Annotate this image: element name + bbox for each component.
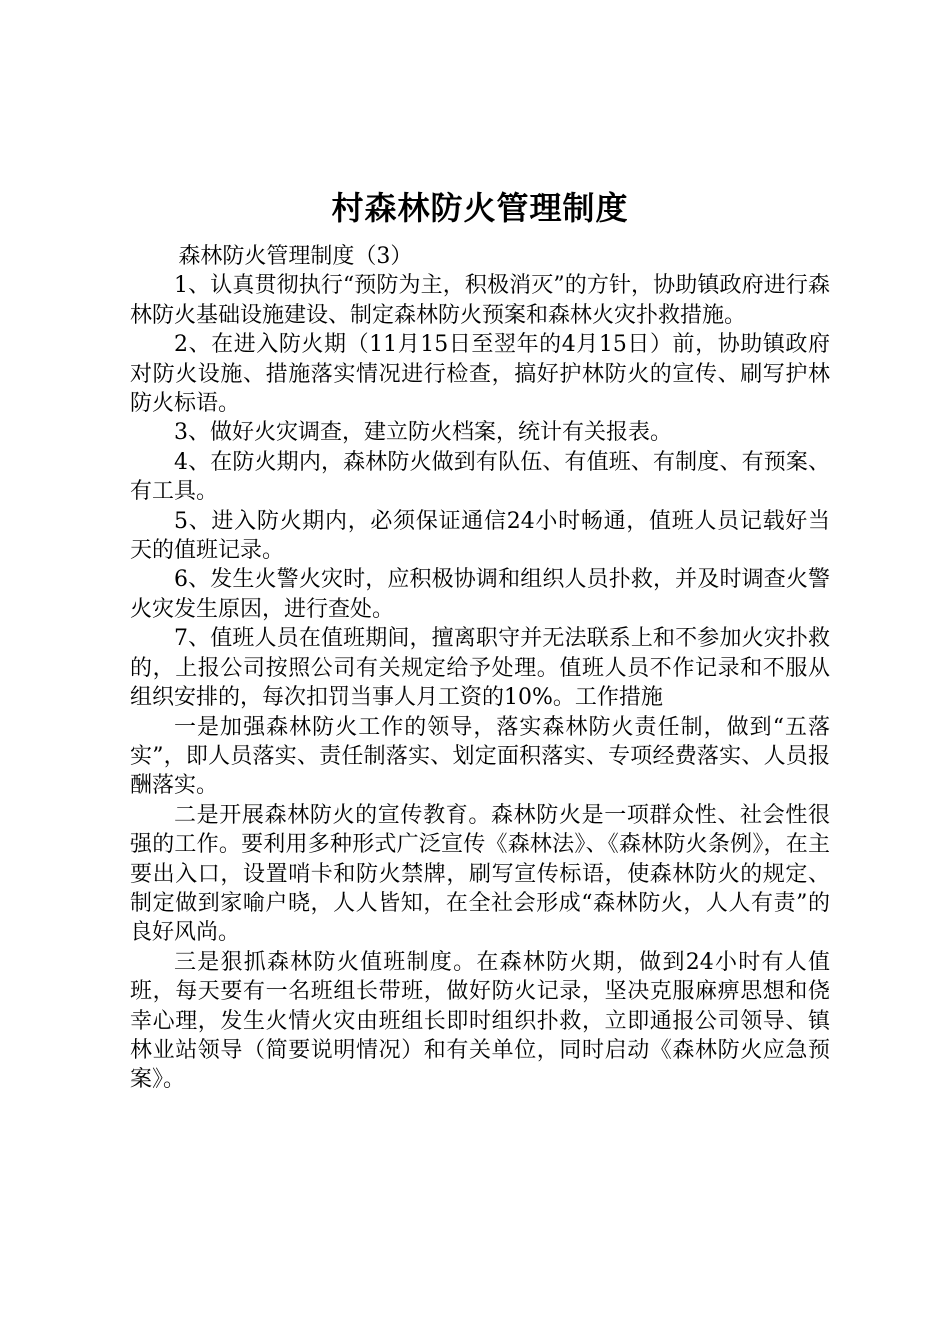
document-page (130, 182, 830, 1095)
document-title: 村森林防火管理制度 (331, 189, 629, 227)
paragraph-measure-3: 三是狠抓森林防火值班制度。在森林防火期，做到24小时有人值班，每天要有一名班组长带班，做好防火记录，坚决克服麻痹思想和侥幸心理，发生火情火灾由班组长即时组织扑救，立即通报公司领导、镇林业站领导（简要说明情况）和有关单位，同时启动《森林防火应急预案》。 (130, 949, 830, 1093)
paragraph-measure-2: 二是开展森林防火的宣传教育。森林防火是一项群众性、社会性很强的工作。要利用多种形式广泛宣传《森林法》、《森林防火条例》，在主要出入口，设置哨卡和防火禁牌，刷写宣传标语，使森林防火的规定、制定做到家喻户晓，人人皆知，在全社会形成“森林防火，人人有责”的良好风尚。 (130, 802, 830, 946)
paragraph-4: 4、在防火期内，森林防火做到有队伍、有值班、有制度、有预案、有工具。 (130, 449, 830, 505)
paragraph-6: 6、发生火警火灾时，应积极协调和组织人员扑救，并及时调查火警火灾发生原因，进行查处。 (130, 567, 830, 622)
paragraph-5: 5、进入防火期内，必须保证通信24小时畅通，值班人员记载好当天的值班记录。 (130, 508, 830, 564)
paragraph-2: 2、在进入防火期（11月15日至翌年的4月15日）前，协助镇政府对防火设施、措施落实情况进行检查，搞好护林防火的宣传、刷写护林防火标语。 (130, 332, 830, 417)
document-subtitle: 森林防火管理制度（3） (178, 244, 413, 269)
paragraph-7: 7、值班人员在值班期间，擅离职守并无法联系上和不参加火灾扑救的，上报公司按照公司有关规定给予处理。值班人员不作记录和不服从组织安排的，每次扣罚当事人月工资的10%。工作措施 (130, 626, 830, 711)
paragraph-measure-1: 一是加强森林防火工作的领导，落实森林防火责任制，做到“五落实”，即人员落实、责任制落实、划定面积落实、专项经费落实、人员报酬落实。 (130, 714, 830, 799)
paragraph-1: 1、认真贯彻执行“预防为主，积极消灭”的方针，协助镇政府进行森林防火基础设施建设、制定森林防火预案和森林火灾扑救措施。 (130, 273, 830, 328)
paragraph-3: 3、做好火灾调查，建立防火档案，统计有关报表。 (174, 420, 672, 446)
